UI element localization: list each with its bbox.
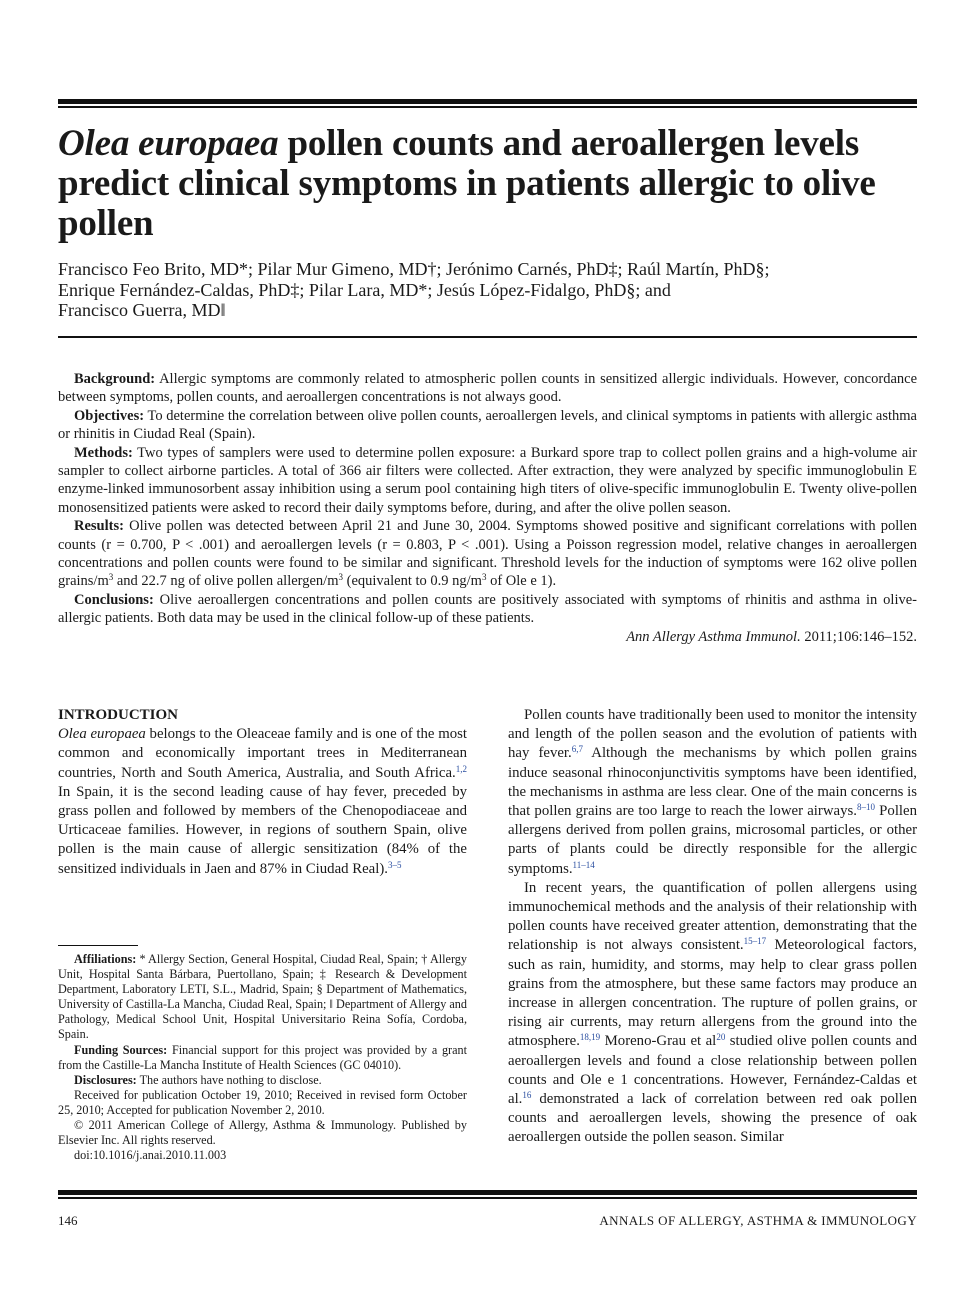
title-italic: Olea europaea	[58, 123, 279, 164]
footnote-funding	[58, 1043, 467, 1073]
article-title	[58, 124, 917, 244]
bottom-rule-thick	[58, 1190, 917, 1195]
footnote-copyright: © 2011 American College of Allergy, Asthma & Immunology. Published by Elsevier Inc. All rights reserved.	[58, 1118, 467, 1148]
ref-link-16[interactable]: 16	[522, 1090, 532, 1101]
right-p2-text-e: demonstrated a lack of correlation between red oak pollen counts and aeroallergen levels, showing the presence of oak aeroallergen outside the pollen season. Similar	[508, 1091, 917, 1146]
background-label: Background:	[74, 371, 156, 387]
ref-link-15-17[interactable]: 15–17	[743, 936, 767, 947]
results-text-b: and 22.7 ng of olive pollen allergen/m	[113, 573, 339, 590]
affiliations-text: * Allergy Section, General Hospital, Ciudad Real, Spain; † Allergy Unit, Hospital Santa Bárbara, Puertollano, Spain; ‡ Research & Development Department, Laboratory LETI, S.L., Madrid, Spain; § Department of Mathematics, University of Castilla-La Mancha, Ciudad Real, Spain; ‖ Department of Allergy and Pathology, Medical School Unit, Hospital Universitario Reina Sofía, Cordoba, Spain.	[58, 952, 467, 1042]
disclosures-label: Disclosures:	[74, 1072, 137, 1087]
right-p1-text-b: Although the mechanisms by which pollen grains induce seasonal rhinoconjunctivitis symptoms have been identified, the mechanisms in asthma are less clear. One of the main concerns is that pollen grains are too large to reach the lower airways.	[508, 745, 917, 820]
funding-text: Financial support for this project was provided by a grant from the Castille-La Mancha Institute of Health Sciences (GC 04010).	[58, 1042, 467, 1072]
disclosures-text: The authors have nothing to disclose.	[136, 1072, 322, 1087]
methods-label: Methods:	[74, 444, 133, 461]
footnote-received: Received for publication October 19, 2010; Received in revised form October 25, 2010; Accepted for publication November 2, 2010.	[58, 1087, 467, 1117]
right-p2-text-d: studied olive pollen counts and aeroallergen levels and found a close relationship between pollen counts and Ole e 1 concentrations. However, Fernández-Caldas et al.	[508, 1033, 918, 1108]
left-column	[58, 706, 467, 879]
footnote-disclosures	[58, 1073, 467, 1088]
abstract-results	[58, 517, 917, 591]
top-rule-thin	[58, 106, 917, 108]
page-number: 146	[58, 1213, 78, 1228]
ref-link-6-7[interactable]: 6,7	[571, 744, 583, 755]
abstract-objectives	[58, 407, 917, 444]
footnotes	[58, 952, 467, 1163]
intro-text-a: belongs to the Oleaceae family and is one of the most common and economically important trees in Mediterranean countries, North and South America, Australia, and South Africa.	[58, 726, 467, 781]
citation	[58, 628, 917, 646]
ref-link-3-5[interactable]: 3–5	[388, 859, 402, 870]
background-text: Allergic symptoms are commonly related to atmospheric pollen counts in sensitized allergic individuals. However, concordance between symptoms, pollen counts, and aeroallergen concentrations is not always good.	[58, 371, 917, 406]
objectives-text: To determine the correlation between olive pollen counts, aeroallergen levels, and clinical symptoms in patients with allergic asthma or rhinitis in Ciudad Real (Spain).	[58, 407, 917, 443]
right-p1-text-a: Pollen counts have traditionally been used to monitor the intensity and length of the pollen season and the evolution of patients with hay fever.	[508, 707, 917, 762]
methods-text: Two types of samplers were used to determine pollen exposure: a Burkard spore trap to collect pollen grains and a high-volume air sampler to collect airborne particles. A total of 366 air filters were collected. After extraction, they were analyzed by specific immunoglobulin E enzyme-linked immunosorbent assay inhibition using a serum pool containing high titers of olive-specific immunoglobulin E. Twenty olive-pollen monosensitized patients were asked to record their daily symptoms before, during, and after the olive pollen season.	[58, 444, 917, 516]
affiliations-label: Affiliations:	[74, 952, 137, 966]
title-rest: pollen counts and aeroallergen levels predict clinical symptoms in patients allergic to olive pollen	[58, 123, 876, 244]
results-text-d: of Ole e 1).	[486, 573, 557, 590]
right-column	[508, 706, 917, 1148]
results-sup-2: 3	[338, 572, 343, 583]
author-line-2: Enrique Fernández-Caldas, PhD‡; Pilar Lara, MD*; Jesús López-Fidalgo, PhD§; and	[58, 279, 671, 300]
right-p2-text-c: Moreno-Grau et al	[600, 1033, 717, 1050]
citation-journal: Ann Allergy Asthma Immunol.	[626, 628, 801, 645]
right-p2-text-b: Meteorological factors, such as rain, humidity, and storms, may help to clear grass pollen grains from the atmosphere, but these same factors may produce an increase in allergen concentration. The rupture of pollen grains, or rising air currents, may return allergens from the ground into the atmosphere.	[508, 937, 918, 1050]
footnote-doi[interactable]: doi:10.1016/j.anai.2010.11.003	[74, 1148, 227, 1163]
header-divider	[58, 336, 917, 338]
bottom-rule-thin	[58, 1197, 917, 1199]
ref-link-20[interactable]: 20	[716, 1032, 726, 1043]
author-list	[58, 259, 917, 321]
intro-paragraph-1	[58, 725, 467, 879]
author-line-1: Francisco Feo Brito, MD*; Pilar Mur Gimeno, MD†; Jerónimo Carnés, PhD‡; Raúl Martín, PhD§;	[58, 259, 770, 279]
ref-link-8-10[interactable]: 8–10	[856, 802, 875, 813]
right-paragraph-2	[508, 879, 917, 1148]
footnote-rule	[58, 945, 138, 946]
abstract	[58, 370, 917, 646]
conclusions-label: Conclusions:	[74, 591, 154, 608]
intro-text-b: In Spain, it is the second leading cause of hay fever, preceded by grass pollen and followed by members of the Chenopodiaceae and Urticaceae families. However, in regions of southern Spain, olive pollen is the main cause of allergic sensitization (84% of the sensitized individuals in Jaen and 87% in Ciudad Real).	[58, 783, 467, 877]
footnote-affiliations	[58, 952, 467, 1043]
funding-label: Funding Sources:	[74, 1042, 168, 1057]
top-rule-thick	[58, 99, 917, 104]
objectives-label: Objectives:	[74, 407, 145, 424]
results-text-a: Olive pollen was detected between April 21 and June 30, 2004. Symptoms showed positive and significant correlations with pollen counts (r = 0.700, P < .001) and aeroallergen levels (r = 0.803, P < .001). Using a Poisson regression model, relative changes in aeroallergen concentrations and pollen counts were found to be similar and significant. Threshold levels for the induction of symptoms were 162 olive pollen grains/m	[58, 518, 917, 590]
abstract-background	[58, 370, 917, 407]
abstract-methods	[58, 444, 917, 518]
results-sup-3: 3	[481, 572, 487, 583]
section-heading-introduction: INTRODUCTION	[58, 707, 179, 723]
intro-italic-species: Olea europaea	[58, 726, 146, 743]
citation-ref: 2011;106:146–152.	[800, 628, 917, 645]
ref-link-11-14[interactable]: 11–14	[572, 859, 595, 870]
right-p1-text-c: Pollen allergens derived from pollen grains, microsomal particles, or other parts of plants could be directly responsible for the allergic symptoms.	[508, 803, 918, 877]
right-p2-text-a: In recent years, the quantification of pollen allergens using immunochemical methods and the analysis of their relationship with pollen counts have received greater attention, demonstrating that the relationship is not always consistent.	[508, 879, 917, 954]
results-label: Results:	[74, 518, 124, 535]
ref-link-1-2[interactable]: 1,2	[455, 763, 467, 774]
journal-running-title: ANNALS OF ALLERGY, ASTHMA & IMMUNOLOGY	[599, 1213, 917, 1228]
abstract-conclusions	[58, 591, 917, 628]
conclusions-text: Olive aeroallergen concentrations and pollen counts are positively associated with symptoms of rhinitis and asthma in olive-allergic patients. Both data may be used in the clinical follow-up of these patients.	[58, 591, 917, 627]
ref-link-18-19[interactable]: 18,19	[579, 1032, 601, 1043]
results-text-c: (equivalent to 0.9 ng/m	[343, 573, 482, 590]
author-line-3: Francisco Guerra, MD‖	[58, 300, 226, 320]
right-paragraph-1	[508, 706, 917, 879]
results-sup-1: 3	[108, 572, 114, 583]
